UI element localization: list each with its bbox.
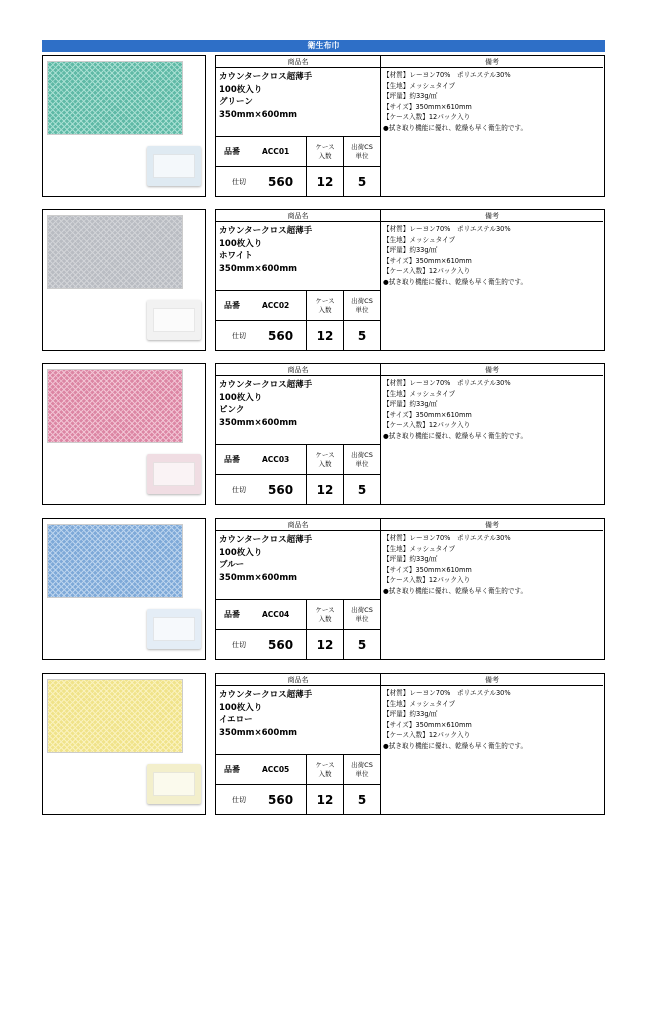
- ship-unit-cell: [344, 474, 381, 504]
- product-code: ACC04: [262, 610, 290, 619]
- cloth-photo: [47, 524, 183, 598]
- ship-unit-value: 5: [357, 792, 367, 807]
- product-image-frame: [42, 55, 206, 197]
- product-color: ピンク: [219, 405, 245, 415]
- product-size: 350mm×600mm: [219, 727, 298, 738]
- case-qty-header: [307, 444, 344, 474]
- case-qty-label: ケース 入数: [315, 760, 335, 778]
- case-qty-cell: [307, 474, 344, 504]
- note-line: 【生地】メッシュタイプ: [383, 235, 456, 244]
- note-header: 備考: [381, 519, 603, 531]
- hinban-label: 品番: [224, 455, 240, 464]
- ship-unit-header: [344, 290, 381, 320]
- case-qty-cell: [307, 320, 344, 350]
- product-color: イエロー: [219, 715, 253, 725]
- note-line: 【材質】レーヨン70% ポリエステル30%: [383, 689, 511, 697]
- note-line: 【坪量】約33g/㎡: [383, 710, 438, 718]
- note-line: ●拭き取り機能に優れ、乾燥も早く衛生的です。: [383, 586, 528, 595]
- ship-unit-value: 5: [357, 637, 367, 652]
- note-line: 【材質】レーヨン70% ポリエステル30%: [383, 534, 511, 542]
- product-name: カウンタークロス超薄手: [219, 226, 313, 236]
- case-qty-header: [307, 136, 344, 166]
- product-name-cell: [216, 222, 381, 290]
- name-header: 商品名: [216, 674, 381, 686]
- cloth-photo: [47, 679, 183, 753]
- note-line: 【生地】メッシュタイプ: [383, 699, 456, 708]
- product-size: 350mm×600mm: [219, 417, 298, 428]
- case-qty-cell: [307, 166, 344, 196]
- ship-unit-cell: [344, 320, 381, 350]
- hinban-label: 品番: [224, 301, 240, 310]
- product-code: ACC01: [262, 147, 290, 156]
- cloth-photo: [47, 215, 183, 289]
- product-block: [0, 55, 648, 197]
- product-table: [215, 55, 605, 197]
- cloth-photo: [47, 369, 183, 443]
- ship-unit-header: [344, 444, 381, 474]
- product-table: [215, 518, 605, 660]
- note-line: ●拭き取り機能に優れ、乾燥も早く衛生的です。: [383, 123, 528, 132]
- price-cell: [216, 629, 307, 659]
- product-name: カウンタークロス超薄手: [219, 72, 313, 82]
- note-line: 【ケース入数】12パック入り: [383, 421, 471, 429]
- case-qty-label: ケース 入数: [315, 605, 335, 623]
- package-photo: [147, 609, 201, 649]
- package-photo: [147, 300, 201, 340]
- note-line: 【サイズ】350mm×610mm: [383, 102, 472, 111]
- product-block: [0, 209, 648, 351]
- ship-unit-label: 出荷CS 単位: [351, 605, 373, 623]
- note-line: 【生地】メッシュタイプ: [383, 544, 456, 553]
- product-count: 100枚入り: [219, 702, 263, 713]
- note-header: 備考: [381, 56, 603, 68]
- case-qty-header: [307, 599, 344, 629]
- case-qty-cell: [307, 629, 344, 659]
- note-line: 【坪量】約33g/㎡: [383, 246, 438, 254]
- hinban-label: 品番: [224, 147, 240, 156]
- product-count: 100枚入り: [219, 84, 263, 95]
- note-cell: [381, 686, 603, 814]
- note-cell: [381, 531, 603, 659]
- product-name-cell: [216, 531, 381, 599]
- note-line: 【ケース入数】12パック入り: [383, 113, 471, 121]
- package-photo: [147, 146, 201, 186]
- case-qty-value: 12: [316, 482, 334, 497]
- note-line: 【ケース入数】12パック入り: [383, 731, 471, 739]
- case-qty-cell: [307, 784, 344, 814]
- product-code: ACC03: [262, 455, 290, 464]
- price-cell: [216, 474, 307, 504]
- hinban-cell: [216, 444, 307, 474]
- ship-unit-label: 出荷CS 単位: [351, 296, 373, 314]
- product-image-frame: [42, 209, 206, 351]
- ship-unit-value: 5: [357, 328, 367, 343]
- product-code: ACC05: [262, 765, 290, 774]
- hinban-cell: [216, 290, 307, 320]
- ship-unit-cell: [344, 629, 381, 659]
- note-line: 【ケース入数】12パック入り: [383, 267, 471, 275]
- ship-unit-label: 出荷CS 単位: [351, 142, 373, 160]
- note-line: 【材質】レーヨン70% ポリエステル30%: [383, 225, 511, 233]
- note-cell: [381, 222, 603, 350]
- price-cell: [216, 320, 307, 350]
- product-color: ホワイト: [219, 251, 253, 261]
- case-qty-header: [307, 754, 344, 784]
- note-cell: [381, 376, 603, 504]
- shikiri-label: 仕切: [232, 640, 246, 649]
- price-value: 560: [268, 174, 294, 189]
- ship-unit-header: [344, 599, 381, 629]
- product-count: 100枚入り: [219, 547, 263, 558]
- price-value: 560: [268, 328, 294, 343]
- product-count: 100枚入り: [219, 392, 263, 403]
- price-value: 560: [268, 637, 294, 652]
- shikiri-label: 仕切: [232, 177, 246, 186]
- shikiri-label: 仕切: [232, 795, 246, 804]
- ship-unit-value: 5: [357, 482, 367, 497]
- ship-unit-header: [344, 754, 381, 784]
- shikiri-label: 仕切: [232, 331, 246, 340]
- note-line: 【生地】メッシュタイプ: [383, 81, 456, 90]
- package-photo: [147, 764, 201, 804]
- hinban-label: 品番: [224, 765, 240, 774]
- note-line: 【サイズ】350mm×610mm: [383, 565, 472, 574]
- product-name-cell: [216, 376, 381, 444]
- product-block: [0, 673, 648, 815]
- case-qty-value: 12: [316, 328, 334, 343]
- note-line: 【坪量】約33g/㎡: [383, 400, 438, 408]
- name-header: 商品名: [216, 56, 381, 68]
- hinban-label: 品番: [224, 610, 240, 619]
- note-line: 【サイズ】350mm×610mm: [383, 256, 472, 265]
- note-header: 備考: [381, 210, 603, 222]
- case-qty-header: [307, 290, 344, 320]
- price-value: 560: [268, 792, 294, 807]
- note-line: 【材質】レーヨン70% ポリエステル30%: [383, 379, 511, 387]
- product-image-frame: [42, 363, 206, 505]
- price-cell: [216, 784, 307, 814]
- price-value: 560: [268, 482, 294, 497]
- note-header: 備考: [381, 364, 603, 376]
- product-block: [0, 518, 648, 660]
- ship-unit-cell: [344, 784, 381, 814]
- product-color: グリーン: [219, 97, 253, 107]
- note-line: ●拭き取り機能に優れ、乾燥も早く衛生的です。: [383, 277, 528, 286]
- ship-unit-label: 出荷CS 単位: [351, 760, 373, 778]
- shikiri-label: 仕切: [232, 485, 246, 494]
- note-line: 【坪量】約33g/㎡: [383, 555, 438, 563]
- case-qty-value: 12: [316, 174, 334, 189]
- product-name: カウンタークロス超薄手: [219, 535, 313, 545]
- product-block: [0, 363, 648, 505]
- note-line: 【サイズ】350mm×610mm: [383, 410, 472, 419]
- product-image-frame: [42, 673, 206, 815]
- note-line: 【材質】レーヨン70% ポリエステル30%: [383, 71, 511, 79]
- hinban-cell: [216, 754, 307, 784]
- note-line: 【坪量】約33g/㎡: [383, 92, 438, 100]
- case-qty-label: ケース 入数: [315, 296, 335, 314]
- product-size: 350mm×600mm: [219, 263, 298, 274]
- ship-unit-label: 出荷CS 単位: [351, 450, 373, 468]
- note-header: 備考: [381, 674, 603, 686]
- hinban-cell: [216, 599, 307, 629]
- note-line: 【サイズ】350mm×610mm: [383, 720, 472, 729]
- product-code: ACC02: [262, 301, 290, 310]
- product-image-frame: [42, 518, 206, 660]
- name-header: 商品名: [216, 210, 381, 222]
- case-qty-value: 12: [316, 792, 334, 807]
- note-line: 【生地】メッシュタイプ: [383, 389, 456, 398]
- cloth-photo: [47, 61, 183, 135]
- product-size: 350mm×600mm: [219, 109, 298, 120]
- note-cell: [381, 68, 603, 196]
- note-line: ●拭き取り機能に優れ、乾燥も早く衛生的です。: [383, 431, 528, 440]
- category-title-bar: 衛生布巾: [42, 40, 605, 52]
- case-qty-value: 12: [316, 637, 334, 652]
- hinban-cell: [216, 136, 307, 166]
- product-table: [215, 363, 605, 505]
- note-line: ●拭き取り機能に優れ、乾燥も早く衛生的です。: [383, 741, 528, 750]
- case-qty-label: ケース 入数: [315, 450, 335, 468]
- product-color: ブルー: [219, 560, 245, 570]
- ship-unit-cell: [344, 166, 381, 196]
- package-photo: [147, 454, 201, 494]
- product-size: 350mm×600mm: [219, 572, 298, 583]
- product-name-cell: [216, 686, 381, 754]
- product-table: [215, 673, 605, 815]
- product-name: カウンタークロス超薄手: [219, 690, 313, 700]
- product-count: 100枚入り: [219, 238, 263, 249]
- ship-unit-header: [344, 136, 381, 166]
- name-header: 商品名: [216, 364, 381, 376]
- product-name-cell: [216, 68, 381, 136]
- price-cell: [216, 166, 307, 196]
- ship-unit-value: 5: [357, 174, 367, 189]
- note-line: 【ケース入数】12パック入り: [383, 576, 471, 584]
- product-table: [215, 209, 605, 351]
- name-header: 商品名: [216, 519, 381, 531]
- product-name: カウンタークロス超薄手: [219, 380, 313, 390]
- case-qty-label: ケース 入数: [315, 142, 335, 160]
